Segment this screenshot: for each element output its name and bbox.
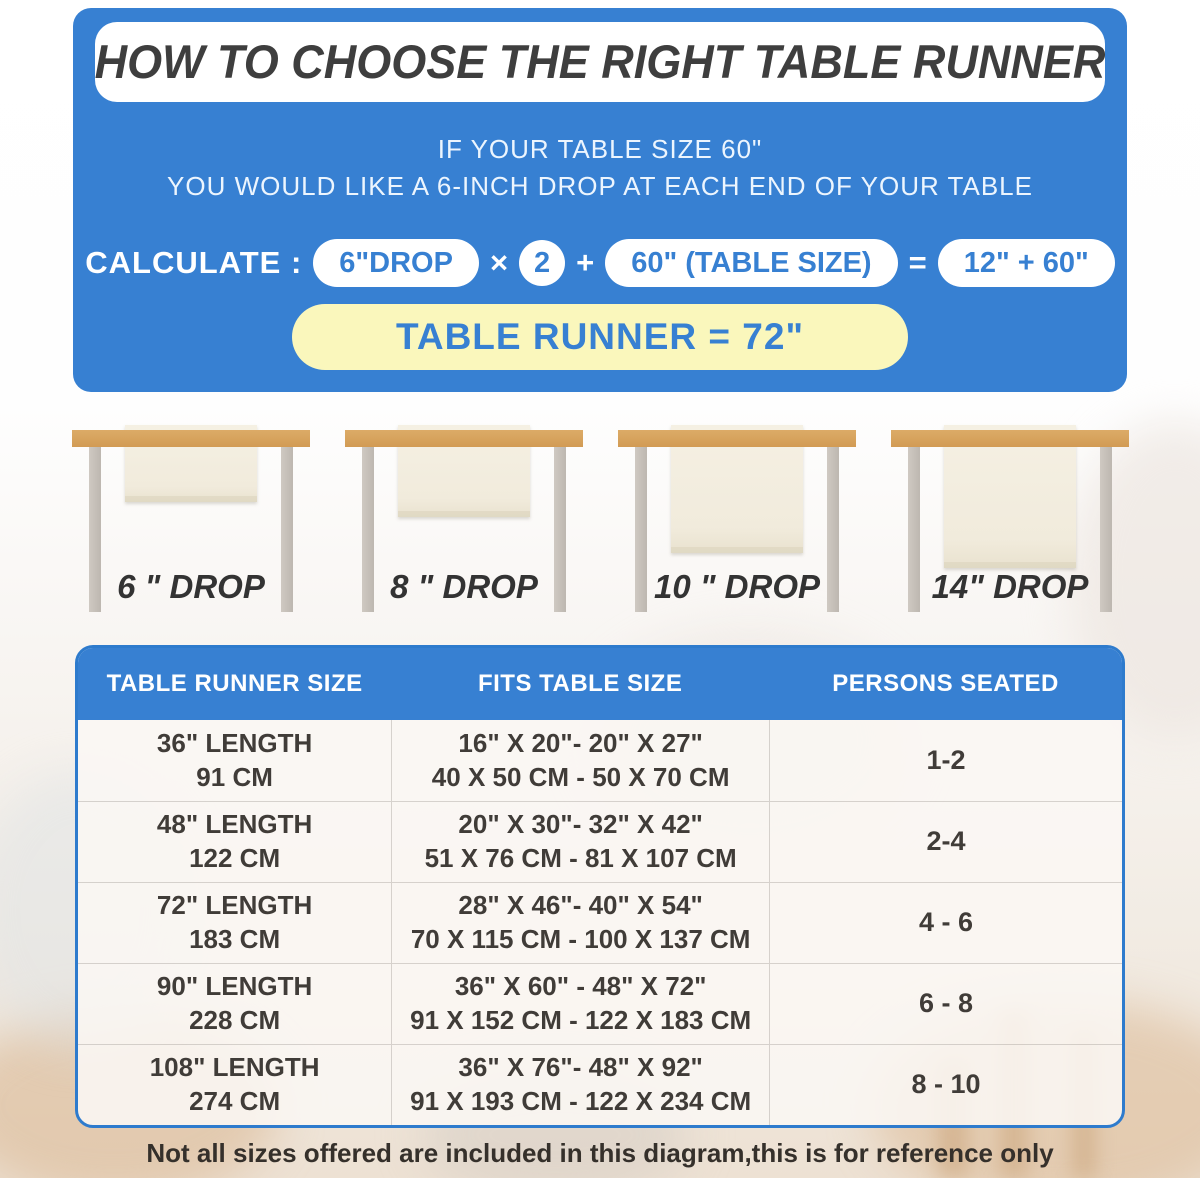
column-header-runner-size: TABLE RUNNER SIZE <box>106 670 363 697</box>
persons-seated-cell: 8 - 10 <box>769 1045 1122 1125</box>
multiply-operator: × <box>489 245 509 280</box>
drop-label: 8 " DROP <box>390 568 538 605</box>
page-title: HOW TO CHOOSE THE RIGHT TABLE RUNNER <box>94 34 1106 89</box>
table-row <box>78 882 1122 963</box>
persons-seated-cell: 1-2 <box>769 720 1122 801</box>
tabletop-illustration <box>345 430 583 447</box>
runner-length-cm: 228 CM <box>189 1005 281 1035</box>
runner-size-cell <box>78 883 391 963</box>
runner-length-inches: 90" LENGTH <box>156 971 313 1002</box>
fits-size-inches: 28" X 46"- 40" X 54" <box>458 890 703 921</box>
table-figure-8-drop <box>345 392 583 648</box>
persons-seated-cell: 2-4 <box>769 802 1122 882</box>
persons-seated-cell: 4 - 6 <box>769 883 1122 963</box>
tabletop-illustration <box>618 430 856 447</box>
runner-length-cm: 183 CM <box>189 924 281 954</box>
drop-value-pill: 6"DROP <box>313 239 479 287</box>
fits-size-inches: 36" X 60" - 48" X 72" <box>454 971 707 1002</box>
fits-table-size-cell <box>391 883 769 963</box>
drop-figures-section <box>0 392 1200 648</box>
fits-size-cm: 40 X 50 CM - 50 X 70 CM <box>431 761 730 792</box>
persons-seated-cell: 6 - 8 <box>769 964 1122 1044</box>
runner-size-cell <box>78 720 391 801</box>
runner-length-inches: 72" LENGTH <box>156 890 313 921</box>
fits-table-size-cell <box>391 964 769 1044</box>
sum-pill: 12" + 60" <box>938 239 1115 287</box>
title-banner <box>95 22 1105 102</box>
tabletop-illustration <box>891 430 1129 447</box>
table-row <box>78 1044 1122 1125</box>
runner-length-cm: 122 CM <box>189 843 281 873</box>
subtitle-line-1: IF YOUR TABLE SIZE 60" <box>437 134 763 164</box>
size-table-header-row <box>78 648 1122 720</box>
tabletop-illustration <box>72 430 310 447</box>
runner-size-cell <box>78 964 391 1044</box>
size-reference-table <box>75 645 1125 1128</box>
subtitle-line-2: YOU WOULD LIKE A 6-INCH DROP AT EACH END OF YOUR TABLE <box>167 171 1033 201</box>
drop-label: 6 " DROP <box>117 568 265 605</box>
runner-length-inches: 48" LENGTH <box>156 809 313 840</box>
table-row <box>78 720 1122 801</box>
drop-label: 14" DROP <box>931 568 1089 605</box>
fits-table-size-cell <box>391 802 769 882</box>
instruction-panel <box>73 8 1127 392</box>
factor-circle: 2 <box>519 240 565 286</box>
fits-size-cm: 91 X 193 CM - 122 X 234 CM <box>410 1086 752 1116</box>
runner-length-cm: 91 CM <box>196 761 273 792</box>
calculation-formula <box>73 238 1127 288</box>
fits-size-inches: 16" X 20"- 20" X 27" <box>458 727 703 758</box>
fits-size-cm: 70 X 115 CM - 100 X 137 CM <box>410 924 751 954</box>
fits-size-cm: 51 X 76 CM - 81 X 107 CM <box>424 843 737 873</box>
fits-table-size-cell <box>391 720 769 801</box>
drop-label: 10 " DROP <box>653 568 821 605</box>
runner-size-cell <box>78 802 391 882</box>
runner-length-inches: 36" LENGTH <box>156 727 313 758</box>
calculate-label: CALCULATE : <box>85 245 303 280</box>
column-header-persons-seated: PERSONS SEATED <box>832 670 1059 697</box>
runner-length-cm: 274 CM <box>189 1086 281 1116</box>
column-header-fits-table-size: FITS TABLE SIZE <box>477 670 683 697</box>
fits-size-inches: 36" X 76"- 48" X 92" <box>458 1052 703 1083</box>
table-figure-10-drop <box>618 392 856 648</box>
table-row <box>78 801 1122 882</box>
runner-result-pill: TABLE RUNNER = 72" <box>292 304 908 370</box>
reference-disclaimer: Not all sizes offered are included in this diagram,this is for reference only <box>146 1138 1054 1168</box>
table-row <box>78 963 1122 1044</box>
fits-table-size-cell <box>391 1045 769 1125</box>
runner-size-cell <box>78 1045 391 1125</box>
equals-operator: = <box>908 245 927 280</box>
fits-size-cm: 91 X 152 CM - 122 X 183 CM <box>410 1005 752 1035</box>
table-figure-14-drop <box>891 392 1129 648</box>
fits-size-inches: 20" X 30"- 32" X 42" <box>458 809 703 840</box>
runner-length-inches: 108" LENGTH <box>149 1052 320 1083</box>
table-figure-6-drop <box>72 392 310 648</box>
size-table-body <box>78 720 1122 1125</box>
table-size-pill: 60" (TABLE SIZE) <box>605 239 897 287</box>
plus-operator: + <box>576 245 595 280</box>
